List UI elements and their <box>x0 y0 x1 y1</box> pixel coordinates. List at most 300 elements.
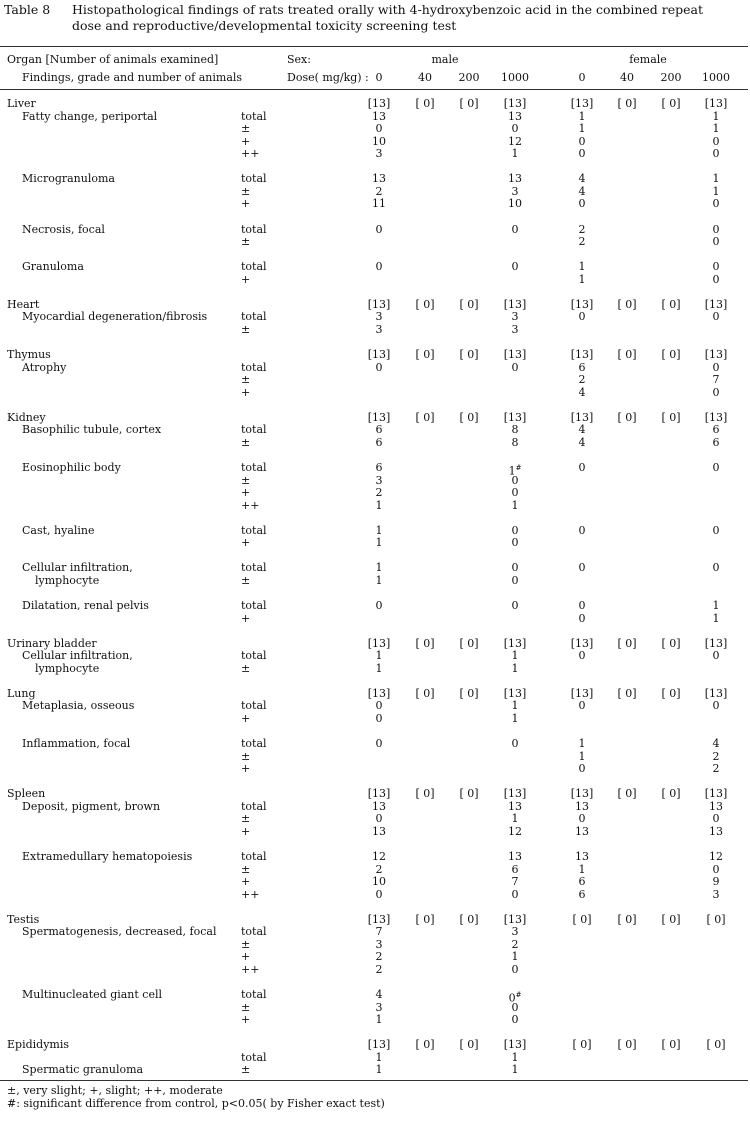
cell-value: 13 <box>508 850 522 863</box>
grade-label: total <box>241 172 267 186</box>
table-cell <box>661 98 680 110</box>
table-cell <box>376 600 383 612</box>
cell-value: 0 <box>712 260 720 274</box>
finding-name: Extramedullary hematopoiesis <box>22 850 193 863</box>
cell-value: 0 <box>712 862 720 876</box>
cell-value: 0 <box>511 887 519 901</box>
grade-label: ++ <box>241 498 260 512</box>
table-cell <box>713 562 720 574</box>
table-cell <box>713 424 720 436</box>
table-cell <box>579 525 586 537</box>
table-cell <box>415 299 434 311</box>
grade-label: + <box>241 711 251 725</box>
table-cell <box>713 525 720 537</box>
cell-value: 1 <box>578 122 586 136</box>
table-cell <box>575 851 589 863</box>
cell-value: 3 <box>375 310 383 324</box>
grade-label: ± <box>241 184 251 198</box>
cell-value: 0 <box>511 599 519 612</box>
table-cell <box>617 688 636 700</box>
table-cell <box>705 412 728 424</box>
table-cell <box>512 939 519 951</box>
table-title: Histopathological findings of rats treated orally with 4-hydroxybenzoic acid in the combined repeat dose and reproductive/developmental toxicity screening test <box>72 2 704 33</box>
cell-value: 0 <box>511 222 519 236</box>
table-cell <box>372 173 386 185</box>
cell-value: 1 <box>712 109 720 123</box>
cell-value: 0 <box>578 649 586 663</box>
table-cell <box>376 562 383 574</box>
table-cell <box>459 1039 478 1051</box>
cell-value: 0 <box>712 460 720 474</box>
cell-value: 0 <box>712 649 720 663</box>
table-cell <box>579 111 586 123</box>
cell-value: 13 <box>508 172 522 186</box>
table-cell <box>415 914 434 926</box>
finding-name: Multinucleated giant cell <box>22 988 163 1002</box>
cell-value: 1 <box>375 649 383 663</box>
table-cell <box>376 889 383 901</box>
cell-value: 4 <box>578 385 586 399</box>
cell-value: 12 <box>372 850 386 863</box>
cell-value: [13] <box>367 686 391 700</box>
table-cell <box>376 475 383 487</box>
cell-value: [13] <box>570 348 594 361</box>
cell-value: 6 <box>578 887 586 901</box>
cell-value: [13] <box>503 912 527 926</box>
cell-value: 0 <box>375 360 383 374</box>
cell-value: 1 <box>511 699 519 713</box>
grade-label: ± <box>241 812 251 826</box>
finding-name: Cast, hyaline <box>22 523 95 537</box>
cell-value: 0 <box>511 962 519 976</box>
finding-name: Microgranuloma <box>22 172 115 186</box>
cell-value: 1 <box>511 498 519 512</box>
table-cell <box>376 148 383 160</box>
cell-value: 13 <box>508 109 522 123</box>
grade-label: total <box>241 850 267 863</box>
table-cell <box>459 788 478 800</box>
table-cell <box>415 412 434 424</box>
cell-value: 0 <box>511 1013 519 1027</box>
table-cell <box>617 412 636 424</box>
table-cell <box>459 412 478 424</box>
table-cell <box>579 613 586 625</box>
table-cell <box>376 1002 383 1014</box>
cell-value: 12 <box>508 824 522 838</box>
table-cell <box>579 261 586 273</box>
table-cell <box>579 462 586 474</box>
cell-value: [13] <box>367 636 391 650</box>
table-cell <box>508 198 522 210</box>
grade-label: ± <box>241 373 251 387</box>
table-cell <box>504 299 527 311</box>
table-number: Table 8 <box>4 2 51 17</box>
table-cell <box>713 864 720 876</box>
cell-value: [ 0] <box>459 297 479 311</box>
cell-value: [13] <box>503 787 527 801</box>
table-cell <box>376 186 383 198</box>
cell-value: 1 <box>511 649 519 663</box>
table-cell <box>579 424 586 436</box>
table-cell <box>504 688 527 700</box>
cell-value: 4 <box>578 435 586 449</box>
finding-name: Spermatic granuloma <box>22 1063 144 1077</box>
table-cell <box>504 349 527 361</box>
table-cell <box>376 813 383 825</box>
cell-value: 2 <box>712 749 720 763</box>
grade-label: total <box>241 561 267 575</box>
cell-value: 0 <box>375 599 383 612</box>
table-cell <box>512 1064 519 1076</box>
cell-value: [ 0] <box>661 1038 681 1052</box>
table-cell <box>459 638 478 650</box>
cell-value: 1 <box>712 122 720 136</box>
cell-value: [ 0] <box>572 912 592 926</box>
table-cell <box>512 437 519 449</box>
cell-value: 0 <box>511 473 519 487</box>
cell-value: 0 <box>578 460 586 474</box>
table-cell <box>572 1039 591 1051</box>
table-cell <box>661 299 680 311</box>
cell-value: [ 0] <box>415 297 435 311</box>
cell-value: 6 <box>712 435 720 449</box>
grade-label: ± <box>241 1063 251 1077</box>
finding-name: Metaplasia, osseous <box>22 699 135 713</box>
cell-value: 11 <box>372 197 386 211</box>
cell-value: [13] <box>367 348 391 361</box>
cell-value: 1 <box>375 1050 383 1064</box>
table-cell <box>368 412 391 424</box>
table-cell <box>368 1039 391 1051</box>
table-cell <box>579 136 586 148</box>
table-cell <box>372 876 386 888</box>
table-cell <box>512 537 519 549</box>
organ-name: Thymus <box>7 348 51 361</box>
finding-name: Cellular infiltration, <box>22 561 133 575</box>
table-cell <box>512 926 519 938</box>
table-cell <box>713 813 720 825</box>
cell-value: 1 <box>578 737 586 751</box>
grade-label: total <box>241 460 267 474</box>
table-cell <box>508 173 522 185</box>
table-cell <box>617 788 636 800</box>
cell-value: 1 <box>375 661 383 675</box>
organ-name: Liver <box>7 97 36 110</box>
cell-value: [ 0] <box>459 410 479 424</box>
table-cell <box>504 98 527 110</box>
cell-value: 1 <box>375 573 383 587</box>
table-cell <box>376 537 383 549</box>
cell-value: 0 <box>712 699 720 713</box>
cell-value: [ 0] <box>617 787 637 801</box>
table-cell <box>372 111 386 123</box>
cell-value: 0 <box>511 122 519 136</box>
table-cell <box>705 638 728 650</box>
cell-value: [ 0] <box>415 1038 435 1052</box>
cell-value: 0 <box>712 812 720 826</box>
cell-value: 2 <box>375 950 383 964</box>
cell-value: [ 0] <box>459 787 479 801</box>
cell-value: 2 <box>712 762 720 776</box>
table-cell <box>372 198 386 210</box>
table-cell <box>376 462 383 474</box>
table-cell <box>376 713 383 725</box>
cell-value: [ 0] <box>617 686 637 700</box>
cell-value: [ 0] <box>459 348 479 361</box>
table-cell <box>579 813 586 825</box>
cell-value: [13] <box>503 1038 527 1052</box>
grade-label: ++ <box>241 887 260 901</box>
cell-value: [ 0] <box>617 97 637 110</box>
table-cell <box>571 299 594 311</box>
grade-label: total <box>241 523 267 537</box>
table-cell <box>368 688 391 700</box>
finding-name: Fatty change, periportal <box>22 109 158 123</box>
cell-value: 8 <box>511 435 519 449</box>
cell-value: [13] <box>367 97 391 110</box>
cell-value: [ 0] <box>415 787 435 801</box>
cell-value: [ 0] <box>617 297 637 311</box>
organ-name: Testis <box>7 912 40 926</box>
grade-label: ± <box>241 473 251 487</box>
cell-value: 0 <box>712 134 720 148</box>
cell-value: [ 0] <box>661 787 681 801</box>
table-cell <box>713 274 720 286</box>
table-cell <box>579 889 586 901</box>
grade-label: + <box>241 875 251 889</box>
cell-value: 0 <box>578 523 586 537</box>
table-cell <box>713 462 720 474</box>
cell-value: 0 <box>511 260 519 274</box>
table-cell <box>415 349 434 361</box>
grade-label: total <box>241 925 267 939</box>
table-cell <box>579 362 586 374</box>
cell-value: 3 <box>375 473 383 487</box>
cell-value: [ 0] <box>661 636 681 650</box>
table-cell <box>512 600 519 612</box>
dose-column-header: 0 <box>375 71 383 84</box>
table-cell <box>512 813 519 825</box>
table-cell <box>617 98 636 110</box>
table-cell <box>572 914 591 926</box>
grade-label: total <box>241 222 267 236</box>
table-cell <box>713 387 720 399</box>
table-cell <box>512 500 519 512</box>
cell-value: 0 <box>578 812 586 826</box>
cell-value: 0 <box>511 737 519 751</box>
cell-value: 10 <box>372 875 386 889</box>
grade-label: ± <box>241 937 251 951</box>
cell-value: 1 <box>712 611 720 625</box>
cell-value: [13] <box>704 97 728 110</box>
grade-label: ++ <box>241 962 260 976</box>
table-cell <box>713 700 720 712</box>
table-cell <box>705 788 728 800</box>
table-cell <box>713 738 720 750</box>
cell-value: 10 <box>372 134 386 148</box>
cell-value: [13] <box>570 97 594 110</box>
grade-label: + <box>241 197 251 211</box>
table-cell <box>661 788 680 800</box>
table-cell <box>713 261 720 273</box>
table-cell <box>579 864 586 876</box>
cell-value: 6 <box>712 423 720 437</box>
table-cell <box>713 613 720 625</box>
table-cell <box>709 851 723 863</box>
table-cell <box>571 638 594 650</box>
table-cell <box>376 500 383 512</box>
table-cell <box>512 575 519 587</box>
table-cell <box>512 525 519 537</box>
cell-value: [ 0] <box>572 1038 592 1052</box>
cell-value: 1 <box>511 1050 519 1064</box>
dose-column-header: 1000 <box>702 71 730 84</box>
cell-value: 3 <box>375 937 383 951</box>
table-cell <box>713 876 720 888</box>
cell-value: 0 <box>712 523 720 537</box>
table-cell <box>512 362 519 374</box>
grade-label: total <box>241 599 267 612</box>
cell-value: [ 0] <box>415 97 435 110</box>
table-cell <box>579 198 586 210</box>
table-cell <box>512 876 519 888</box>
cell-value: [13] <box>704 686 728 700</box>
finding-name: Necrosis, focal <box>22 222 105 236</box>
cell-value: [ 0] <box>459 1038 479 1052</box>
cell-value: [13] <box>503 410 527 424</box>
cell-value: 2 <box>578 373 586 387</box>
cell-value: 13 <box>372 824 386 838</box>
table-cell <box>571 349 594 361</box>
grade-label: total <box>241 737 267 751</box>
table-cell <box>459 688 478 700</box>
cell-value: [ 0] <box>459 97 479 110</box>
cell-value: 0 <box>578 699 586 713</box>
table-cell <box>512 1002 519 1014</box>
table-cell <box>579 148 586 160</box>
table-cell <box>512 562 519 574</box>
cell-value: [13] <box>367 912 391 926</box>
cell-value: 0 <box>508 991 516 1005</box>
cell-value: [ 0] <box>459 636 479 650</box>
cell-value: 2 <box>375 962 383 976</box>
cell-value: 6 <box>375 460 383 474</box>
cell-value: 1 <box>578 749 586 763</box>
cell-value: [ 0] <box>617 636 637 650</box>
table-cell <box>512 964 519 976</box>
table-cell <box>508 851 522 863</box>
table-cell <box>713 186 720 198</box>
cell-value: 1 <box>511 661 519 675</box>
cell-value: 1 <box>712 599 720 612</box>
cell-value: 7 <box>375 925 383 939</box>
table-cell <box>376 424 383 436</box>
table-cell <box>661 1039 680 1051</box>
cell-value: 0 <box>375 222 383 236</box>
cell-value: 1 <box>712 184 720 198</box>
table-cell <box>713 123 720 135</box>
cell-value: 2 <box>375 486 383 500</box>
cell-value: 4 <box>578 172 586 186</box>
table-cell <box>372 136 386 148</box>
table-cell <box>368 299 391 311</box>
table-cell <box>713 148 720 160</box>
table-cell <box>579 738 586 750</box>
table-top-rule <box>0 46 748 47</box>
table-cell <box>512 700 519 712</box>
cell-value: 3 <box>511 184 519 198</box>
finding-name: Spermatogenesis, decreased, focal <box>22 925 217 939</box>
cell-value: 13 <box>575 850 589 863</box>
table-cell <box>459 349 478 361</box>
table-cell <box>512 487 519 499</box>
table-cell <box>579 562 586 574</box>
table-cell <box>512 186 519 198</box>
table-cell <box>415 688 434 700</box>
cell-value: [13] <box>503 297 527 311</box>
dose-label: Dose( mg/kg) : <box>287 71 369 84</box>
table-cell <box>579 224 586 236</box>
table-cell <box>415 788 434 800</box>
table-cell <box>579 876 586 888</box>
finding-name: Basophilic tubule, cortex <box>22 423 162 437</box>
cell-value: 8 <box>511 423 519 437</box>
table-cell <box>459 914 478 926</box>
grade-label: + <box>241 486 251 500</box>
cell-value: 13 <box>709 824 723 838</box>
cell-value: 4 <box>375 988 383 1002</box>
table-cell <box>508 111 522 123</box>
table-cell <box>376 700 383 712</box>
table-cell <box>376 311 383 323</box>
table-cell <box>415 638 434 650</box>
table-cell <box>504 638 527 650</box>
cell-value: 4 <box>712 737 720 751</box>
table-cell <box>579 374 586 386</box>
cell-value: 12 <box>508 134 522 148</box>
grade-label: total <box>241 360 267 374</box>
grade-label: ± <box>241 122 251 136</box>
table-cell <box>512 1052 519 1064</box>
table-cell <box>376 989 383 1001</box>
dose-column-header: 200 <box>660 71 682 84</box>
table-cell <box>617 914 636 926</box>
grade-label: total <box>241 649 267 663</box>
table-cell <box>709 826 723 838</box>
table-cell <box>376 864 383 876</box>
cell-value: 13 <box>372 109 386 123</box>
organ-name: Urinary bladder <box>7 636 97 650</box>
table-cell <box>579 236 586 248</box>
cell-value: 4 <box>578 423 586 437</box>
cell-value: 0 <box>375 812 383 826</box>
table-cell <box>512 889 519 901</box>
table-cell <box>504 412 527 424</box>
table-cell <box>512 738 519 750</box>
cell-value: [13] <box>704 787 728 801</box>
table-cell <box>372 826 386 838</box>
grade-label: ± <box>241 322 251 336</box>
cell-value: [ 0] <box>617 348 637 361</box>
cell-value: [13] <box>704 636 728 650</box>
table-cell <box>512 123 519 135</box>
cell-value: 0 <box>712 385 720 399</box>
organ-name: Spleen <box>7 787 46 801</box>
table-cell <box>713 751 720 763</box>
table-cell <box>571 412 594 424</box>
finding-name: Atrophy <box>22 360 67 374</box>
grade-label: ± <box>241 661 251 675</box>
